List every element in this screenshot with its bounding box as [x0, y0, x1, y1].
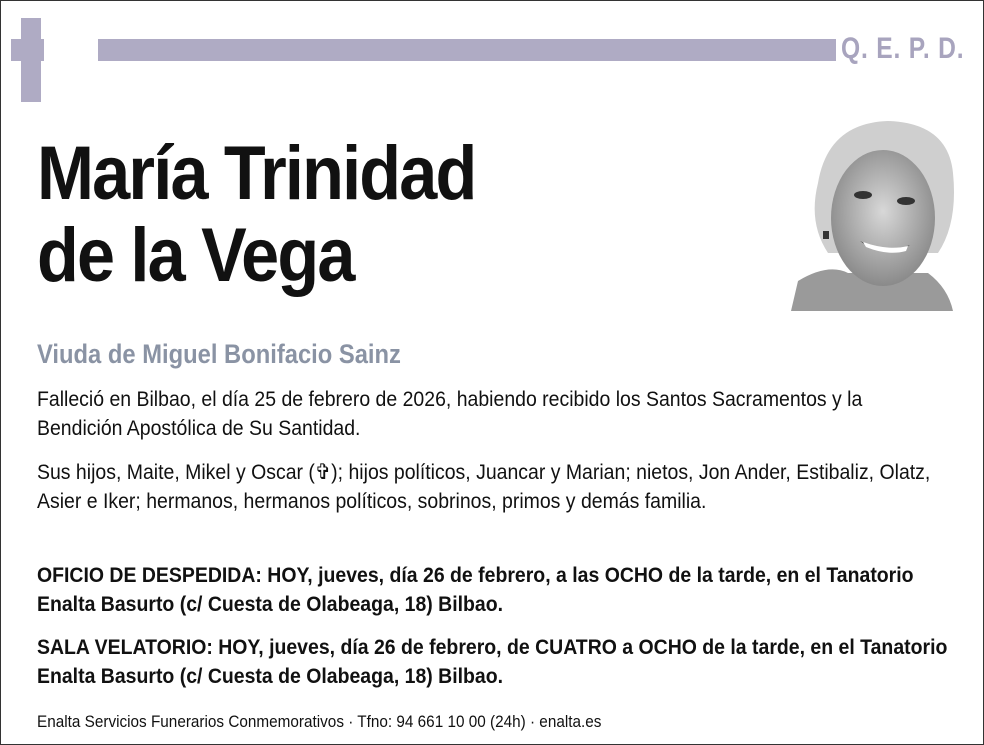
- funeral-home-footer: Enalta Servicios Funerarios Conmemorativos · Tfno: 94 661 10 00 (24h) · enalta.es: [37, 712, 602, 731]
- widow-of: Viuda de Miguel Bonifacio Sainz: [37, 339, 401, 369]
- family-paragraph: Sus hijos, Maite, Mikel y Oscar (✞); hijos políticos, Juancar y Marian; nietos, Jon Ander, Estibaliz, Olatz, Asier e Iker; hermanos, hermanos políticos, sobrinos, primos y demás familia.: [37, 460, 931, 513]
- cross-icon: [1, 1, 91, 111]
- wake-paragraph: SALA VELATORIO: HOY, jueves, día 26 de febrero, de CUATRO a OCHO de la tarde, en el Tanatorio Enalta Basurto (c/ Cuesta de Olabeaga, 18) Bilbao.: [37, 635, 948, 688]
- qepd-label: Q. E. P. D.: [841, 32, 965, 65]
- header-bar: [98, 39, 836, 61]
- name-line-1: María Trinidad: [37, 131, 476, 216]
- service-paragraph: OFICIO DE DESPEDIDA: HOY, jueves, día 26 de febrero, a las OCHO de la tarde, en el Tanatorio Enalta Basurto (c/ Cuesta de Olabeaga, 18) Bilbao.: [37, 563, 914, 616]
- death-paragraph: Falleció en Bilbao, el día 25 de febrero de 2026, habiendo recibido los Santos Sacramentos y la Bendición Apostólica de Su Santidad.: [37, 387, 863, 440]
- deceased-name: [37, 133, 476, 297]
- portrait-photo: [788, 113, 968, 313]
- name-line-2: de la Vega: [37, 213, 354, 298]
